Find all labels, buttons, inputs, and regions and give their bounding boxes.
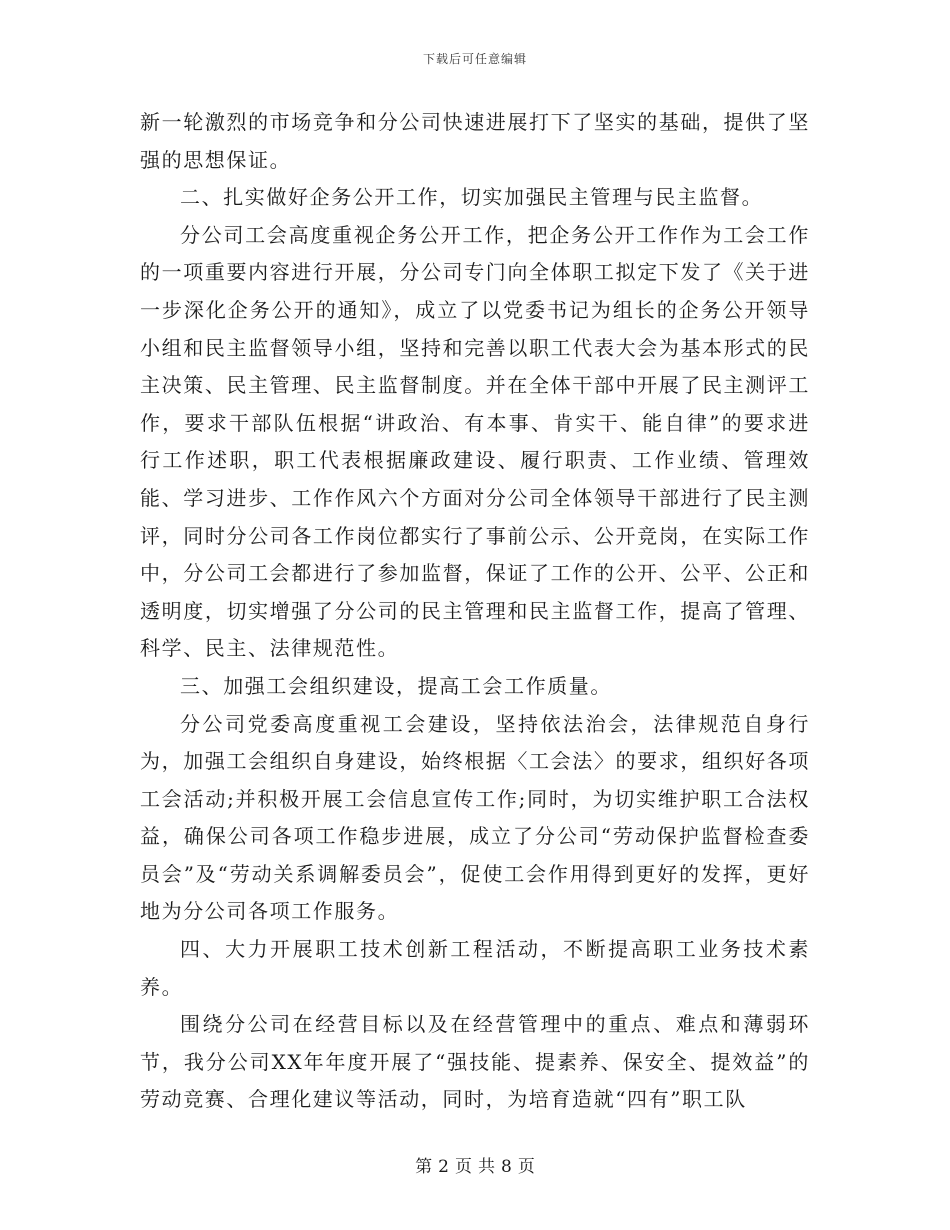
section-heading-3: 三、加强工会组织建设，提高工会工作质量。 — [180, 673, 612, 698]
paragraph: 分公司工会高度重视企务公开工作，把企务公开工作作为工会工作的一项重要内容进行开展，分公司专门向全体职工拟定下发了《关于进一步深化企务公开的通知》，成立了以党委书记为组长的企务公开领导小组和民主监督领导小组，坚持和完善以职工代表大会为基本形式的民主决策、民主管理、民主监督制度。并在全体干部中开展了民主测评工作，要求干部队伍根据“讲政治、有本事、肯实干、能自律”的要求进行工作述职，职工代表根据廉政建设、履行职责、工作业绩、管理效能、学习进步、工作作风六个方面对分公司全体领导干部进行了民主测评，同时分公司各工作岗位都实行了事前公示、公开竞岗，在实际工作中，分公司工会都进行了参加监督，保证了工作的公开、公平、公正和透明度，切实增强了分公司的民主管理和民主监督工作，提高了管理、科学、民主、法律规范性。 — [140, 222, 810, 661]
footer-di: 第 — [415, 1157, 433, 1177]
document-body — [140, 104, 810, 1119]
section-heading-2: 二、扎实做好企务公开工作，切实加强民主管理与民主监督。 — [180, 185, 764, 210]
footer-ye: 页 — [455, 1157, 472, 1177]
paragraph: 分公司党委高度重视工会建设，坚持依法治会，法律规范自身行为，加强工会组织自身建设，始终根据〈工会法〉的要求，组织好各项工会活动;并积极开展工会信息宣传工作;同时，为切实维护职工合法权益，确保公司各项工作稳步进展，成立了分公司“劳动保护监督检查委员会”及“劳动关系调解委员会”，促使工会作用得到更好的发挥，更好地为分公司各项工作服务。 — [140, 711, 810, 924]
header-note: 下载后可任意编辑 — [422, 52, 527, 66]
paragraph: 围绕分公司在经营目标以及在经营管理中的重点、难点和薄弱环节，我分公司XX年年度开展了“强技能、提素养、保安全、提效益”的劳动竞赛、合理化建议等活动，同时，为培育造就“四有”职工队 — [140, 1012, 810, 1112]
paragraph-continuation: 新一轮激烈的市场竞争和分公司快速进展打下了坚实的基础，提供了坚强的思想保证。 — [140, 110, 810, 172]
page-number: 2 — [438, 1157, 449, 1177]
section-heading-4: 四、大力开展职工技术创新工程活动，不断提高职工业务技术素养。 — [140, 937, 810, 999]
page-total: 8 — [501, 1157, 512, 1177]
footer-ye-2: 页 — [517, 1157, 535, 1177]
page-footer — [0, 1152, 950, 1177]
footer-gong: 共 — [478, 1157, 495, 1177]
